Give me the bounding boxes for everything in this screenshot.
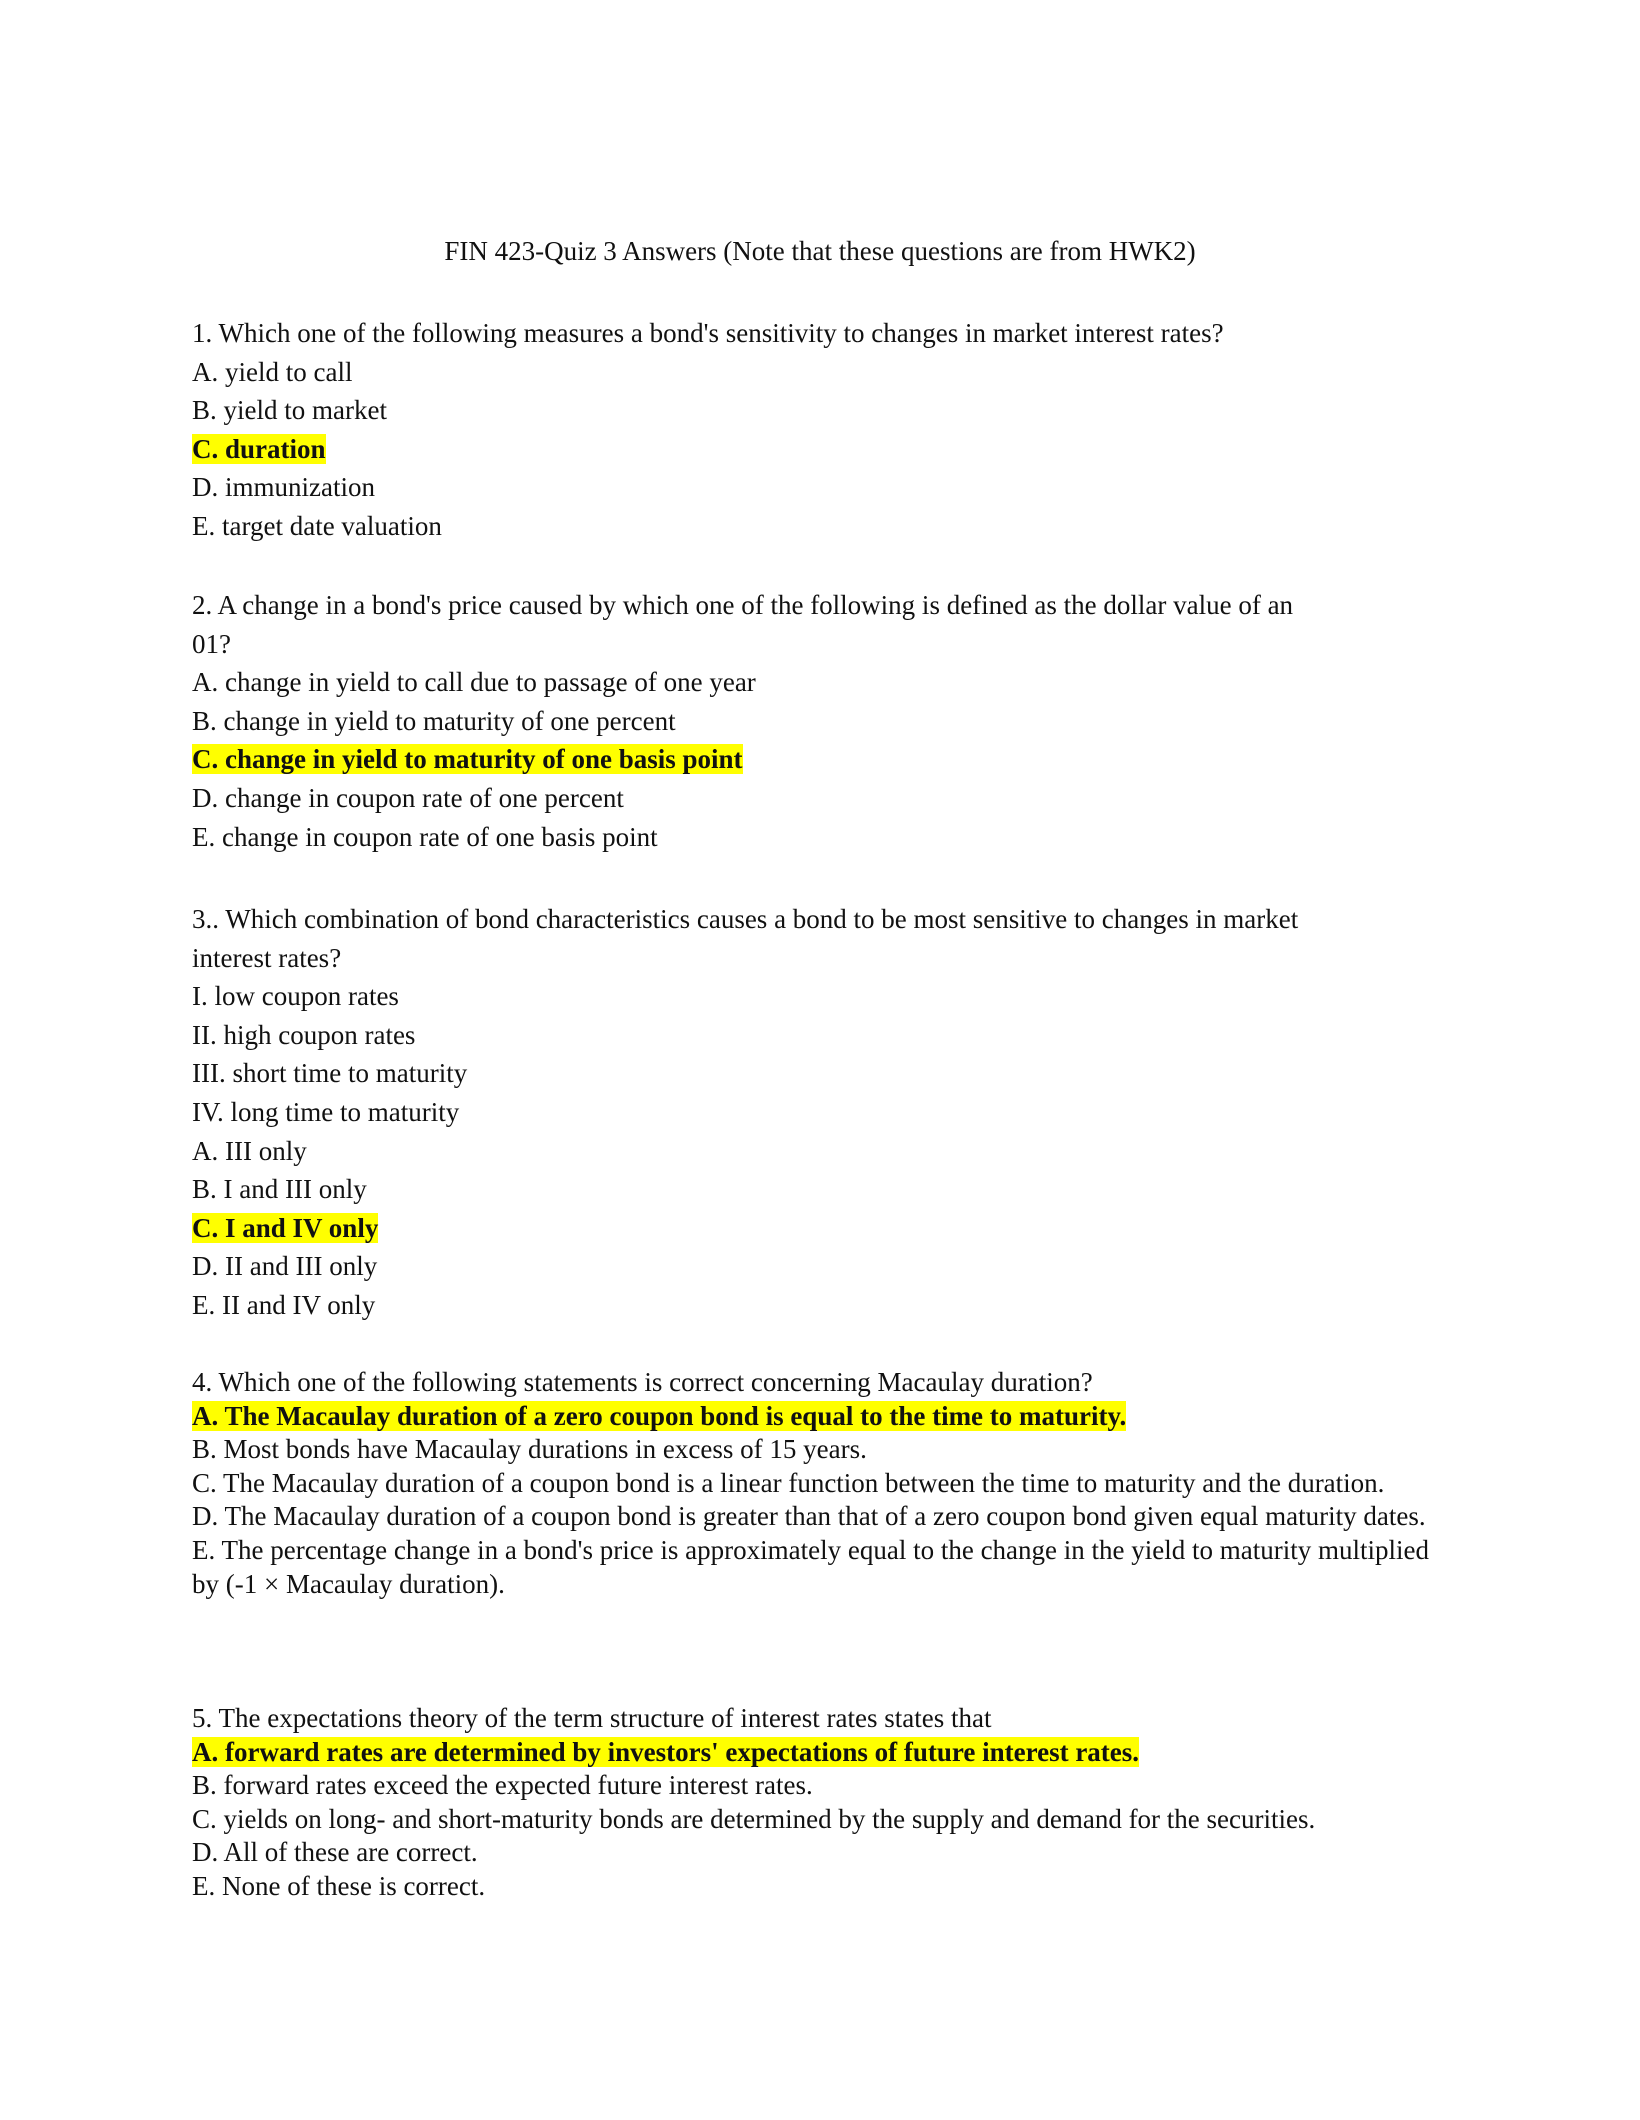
question-1-option-e: E. target date valuation xyxy=(192,510,442,541)
correct-answer-highlight: C. change in yield to maturity of one basis point xyxy=(192,744,743,775)
question-2-stem-line-1: 2. A change in a bond's price caused by which one of the following is defined as the dollar value of an xyxy=(192,590,1294,620)
question-2-option-d: D. change in coupon rate of one percent xyxy=(192,782,624,813)
question-4-option-e: E. The percentage change in a bond's price is approximately equal to the change in the yield to maturity multiplied by (-1 × Macaulay duration). xyxy=(192,1534,1429,1599)
correct-answer-highlight: A. The Macaulay duration of a zero coupon bond is equal to the time to maturity. xyxy=(192,1400,1127,1431)
question-3-option-a: A. III only xyxy=(192,1135,307,1166)
question-4-option-d: D. The Macaulay duration of a coupon bond is greater than that of a zero coupon bond given equal maturity dates. xyxy=(192,1501,1426,1532)
question-3-option-b: B. I and III only xyxy=(192,1174,367,1205)
question-3-characteristic-4: IV. long time to maturity xyxy=(192,1096,460,1127)
question-3-characteristic-2: II. high coupon rates xyxy=(192,1019,416,1050)
question-5-option-a xyxy=(192,1736,1432,1770)
question-3-characteristic-3: III. short time to maturity xyxy=(192,1058,468,1089)
question-5-option-d: D. All of these are correct. xyxy=(192,1837,478,1868)
question-4-option-a xyxy=(192,1400,1432,1434)
question-2-option-c xyxy=(192,740,1432,779)
question-3-stem-line-1: 3.. Which combination of bond characteristics causes a bond to be most sensitive to changes in market xyxy=(192,904,1299,934)
question-4-stem: 4. Which one of the following statements is correct concerning Macaulay duration? xyxy=(192,1367,1093,1397)
correct-answer-highlight: A. forward rates are determined by investors' expectations of future interest rates. xyxy=(192,1736,1140,1767)
question-3-stem-line-2: interest rates? xyxy=(192,942,342,973)
correct-answer-highlight: C. duration xyxy=(192,433,326,464)
question-1 xyxy=(192,314,1432,546)
question-2-option-e: E. change in coupon rate of one basis point xyxy=(192,821,658,852)
question-5-option-c: C. yields on long- and short-maturity bonds are determined by the supply and demand for the securities. xyxy=(192,1803,1316,1834)
question-5 xyxy=(192,1702,1432,1904)
question-5-stem: 5. The expectations theory of the term structure of interest rates states that xyxy=(192,1703,992,1733)
question-2-option-a: A. change in yield to call due to passage of one year xyxy=(192,667,756,698)
question-1-option-a: A. yield to call xyxy=(192,356,353,387)
question-2-stem-line-2: 01? xyxy=(192,628,231,659)
question-2-option-b: B. change in yield to maturity of one percent xyxy=(192,705,676,736)
question-1-option-d: D. immunization xyxy=(192,472,375,503)
question-5-option-e: E. None of these is correct. xyxy=(192,1870,486,1901)
question-1-stem: 1. Which one of the following measures a bond's sensitivity to changes in market interest rates? xyxy=(192,318,1224,348)
question-4 xyxy=(192,1366,1432,1601)
question-5-option-b: B. forward rates exceed the expected future interest rates. xyxy=(192,1770,813,1801)
correct-answer-highlight: C. I and IV only xyxy=(192,1212,379,1243)
question-3 xyxy=(192,900,1432,1325)
page-title: FIN 423-Quiz 3 Answers (Note that these questions are from HWK2) xyxy=(444,236,1196,266)
question-2 xyxy=(192,586,1432,856)
question-3-option-d: D. II and III only xyxy=(192,1251,378,1282)
question-1-option-c xyxy=(192,430,1432,469)
question-3-option-c xyxy=(192,1209,1432,1248)
question-1-option-b: B. yield to market xyxy=(192,395,387,426)
question-3-option-e: E. II and IV only xyxy=(192,1289,376,1320)
question-4-option-b: B. Most bonds have Macaulay durations in excess of 15 years. xyxy=(192,1434,867,1465)
question-3-characteristic-1: I. low coupon rates xyxy=(192,981,399,1012)
question-4-option-c: C. The Macaulay duration of a coupon bond is a linear function between the time to maturity and the duration. xyxy=(192,1467,1385,1498)
